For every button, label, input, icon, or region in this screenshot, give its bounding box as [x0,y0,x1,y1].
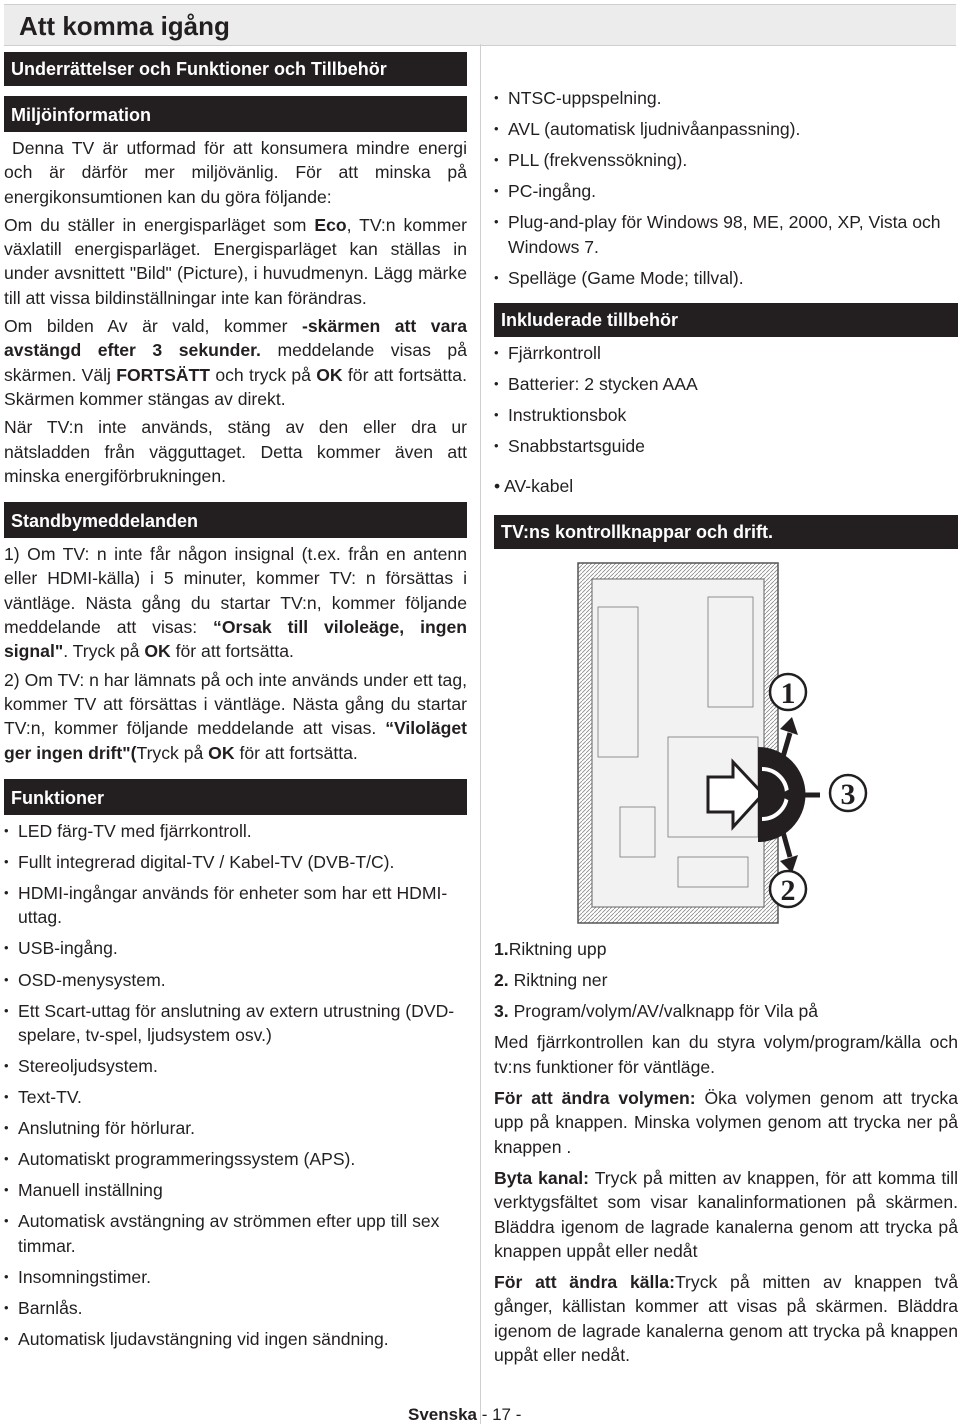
list-item: • Barnlås. [4,1296,467,1320]
callout-number-1: 1 [780,676,796,710]
tv-control-diagram [558,557,948,937]
features-list [4,819,467,1352]
list-item: • USB-ingång. [4,936,467,960]
column-divider [480,44,481,1424]
right-column [494,86,958,1367]
av-cable-item: • AV-kabel [494,476,574,497]
features-heading: Funktioner [4,779,467,815]
list-item: • Instruktionsbok [494,403,958,427]
tv-side-illustration [558,557,948,937]
list-item: • Automatisk ljudavstängning vid ingen sändning. [4,1327,467,1351]
features-list-continued [494,86,958,290]
list-item: • OSD-menysystem. [4,968,467,992]
legend-item-3: 3. Program/volym/AV/valknapp för Vila på [494,1001,819,1022]
standby-heading: Standbymeddelanden [4,502,467,538]
env-paragraph-2: Om du ställer in energisparläget som Eco, TV:n kommer växlatill energisparläget. Energisparläget kan ställas in under avsnittett "Bild" (Picture), i huvudmenyn. Lägg märke till att vissa bildinställningar inte kan förändras. [4,214,467,308]
list-item: • NTSC-uppspelning. [494,86,958,110]
callout-number-3: 3 [840,777,856,811]
page-footer [408,1405,521,1425]
legend-item-1: 1.Riktning upp [494,938,607,959]
list-item: • Stereoljudsystem. [4,1054,467,1078]
list-item: • PLL (frekvenssökning). [494,148,958,172]
list-item: • Insomningstimer. [4,1265,467,1289]
standby-paragraph-2: 2) Om TV: n har lämnats på och inte används under ett tag, kommer TV att försättas i väntläge. Nästa gång du startar TV:n, kommer följande meddelande att visas. “Viloläget ger ingen drift"(Tryck på OK för att fortsätta. [4,669,467,763]
list-item: • AVL (automatisk ljudnivåanpassning). [494,117,958,141]
page-title: Att komma igång [19,11,230,41]
left-column [4,52,467,1358]
channel-paragraph: Byta kanal: Tryck på mitten av knappen, för att komma till verktygsfältet som visar kanalinformationen på skärmen. Bläddra igenom de lagrade kanalerna genom att trycka på knappen uppåt eller nedåt [494,1167,958,1261]
controls-heading: TV:ns kontrollknappar och drift. [494,515,958,549]
list-item: • PC-ingång. [494,179,958,203]
footer-page-number: - 17 - [477,1405,522,1424]
list-item: • Automatisk avstängning av strömmen efter upp till sex timmar. [4,1209,467,1258]
page-header [4,4,956,46]
list-item: • Snabbstartsguide [494,434,958,458]
list-item: • Spelläge (Game Mode; tillval). [494,266,958,290]
volume-paragraph: För att ändra volymen: Öka volymen genom att trycka upp på knappen. Minska volymen genom att trycka ner på knappen . [494,1088,958,1157]
accessories-list [494,341,958,459]
list-item: • Plug-and-play för Windows 98, ME, 2000, XP, Vista och Windows 7. [494,210,958,259]
footer-language: Svenska [408,1405,477,1424]
callout-number-2: 2 [780,873,796,907]
source-paragraph: För att ändra källa:Tryck på mitten av knappen två gånger, källistan kommer att visas på skärmen. Bläddra igenom de lagrade kanalerna genom att trycka på knappen uppåt eller nedåt. [494,1272,958,1365]
list-item: • Anslutning för hörlurar. [4,1116,467,1140]
standby-paragraph-1: 1) Om TV: n inte får någon insignal (t.ex. från en antenn eller HDMI-källa) i 5 minuter, kommer TV: n försättas i väntläge. Nästa gång du startar TV:n, kommer följande meddelande att visas: “Orsak till viloleäge, ingen signal". Tryck på OK för att fortsätta. [4,544,467,662]
list-item: • Batterier: 2 stycken AAA [494,372,958,396]
list-item: • Fullt integrerad digital-TV / Kabel-TV (DVB-T/C). [4,850,467,874]
env-heading: Miljöinformation [4,96,467,132]
accessories-heading: Inkluderade tillbehör [494,303,958,337]
list-item: • Automatiskt programmeringssystem (APS). [4,1147,467,1171]
list-item: • HDMI-ingångar används för enheter som har ett HDMI-uttag. [4,881,467,930]
legend-item-2: 2. Riktning ner [494,969,608,990]
list-item: • Text-TV. [4,1085,467,1109]
controls-intro: Med fjärrkontrollen kan du styra volym/program/källa och tv:ns funktioner för väntläge. [494,1032,958,1077]
list-item: • Fjärrkontroll [494,341,958,365]
list-item: • LED färg-TV med fjärrkontroll. [4,819,467,843]
env-paragraph-4: När TV:n inte används, stäng av den eller dra ur nätsladden från vägguttaget. Detta kommer även att minska energiförbrukningen. [4,417,467,486]
section-title: Underrättelser och Funktioner och Tillbehör [4,52,467,86]
list-item: • Manuell inställning [4,1178,467,1202]
env-paragraph-1: Denna TV är utformad för att konsumera mindre energi och är därför mer miljövänlig. För att minska på energikonsumtionen kan du göra följande: [4,138,467,207]
up-arrow-icon [780,717,798,735]
env-paragraph-3: Om bilden Av är vald, kommer -skärmen att vara avstängd efter 3 sekunder. meddelande visas på skärmen. Välj FORTSÄTT och tryck på OK för att fortsätta. Skärmen kommer stängas av direkt. [4,316,467,409]
list-item: • Ett Scart-uttag för anslutning av extern utrustning (DVD-spelare, tv-spel, ljudsystem osv.) [4,999,467,1048]
